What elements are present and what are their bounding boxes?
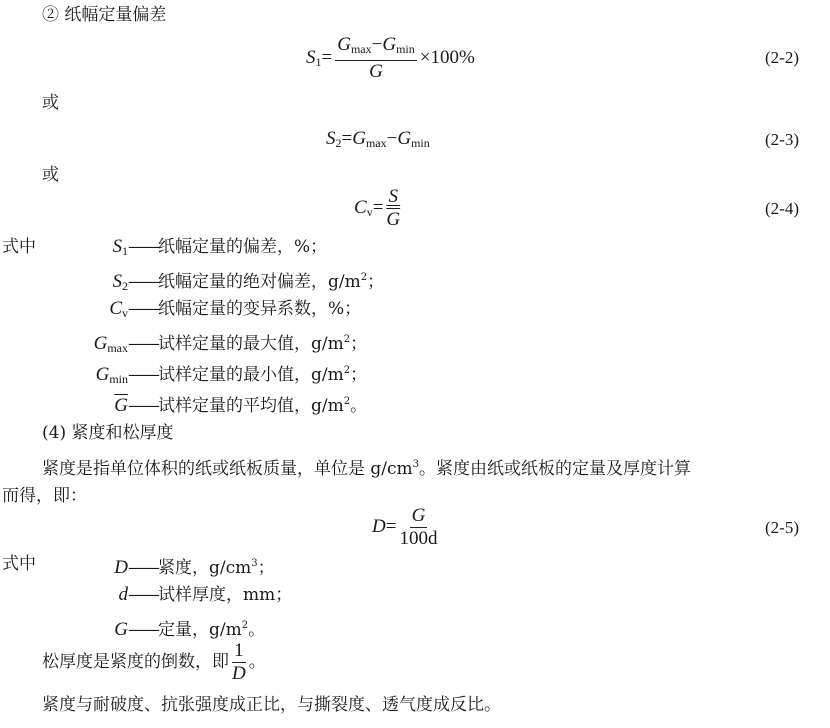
definition-item: $G_{max}——$试样定量的最大值，$g/m^2$； [42, 329, 367, 359]
paragraph: 紧度与耐破度、抗张强度成正比，与撕裂度、透气度成反比。 [42, 695, 501, 715]
definition-text: 试样厚度，mm； [158, 585, 293, 605]
em-dash: —— [128, 334, 158, 354]
definition-symbol: d [118, 584, 128, 605]
em-dash: —— [128, 620, 158, 640]
definition-symbol: $S_1$ [112, 236, 128, 258]
definition-text: 定量，g/m [158, 620, 242, 640]
paragraph: 紧度是指单位体积的纸或纸板质量，单位是 $g/cm^3$。紧度由纸或纸板的定量及厚度计算 [42, 459, 692, 479]
where-label: 式中 [2, 554, 36, 574]
definition-symbol: $G_{min}$ [95, 364, 128, 386]
em-dash: —— [128, 299, 158, 319]
equation-2-3: $S_2=G_{max}-G_{min}$ [326, 128, 430, 150]
equation-number: (2-3) [765, 130, 799, 149]
item-heading: ② 纸幅定量偏差 [42, 5, 167, 25]
definition-item: $G_{min}——$试样定量的最小值，$g/m^2$； [42, 360, 367, 390]
definition-text: 紧度，g/cm [158, 558, 252, 578]
definition-symbol: $\overline{G}$ [114, 395, 128, 416]
definition-item [42, 584, 292, 606]
definition-item: $\overline{G}——$试样定量的平均值，$g/m^2$。 [42, 391, 367, 417]
equation-number: (2-2) [765, 48, 799, 67]
em-dash: —— [128, 396, 158, 416]
definition-symbol: D [114, 557, 128, 578]
definition-text: 纸幅定量的变异系数，%； [158, 299, 362, 319]
em-dash: —— [128, 365, 158, 385]
definition-text: 纸幅定量的绝对偏差，g/m [158, 272, 361, 292]
definition-item: $S_2——$纸幅定量的绝对偏差，$g/m^2$； [42, 267, 384, 297]
em-dash: —— [128, 272, 158, 292]
definition-symbol: $C_v$ [109, 298, 128, 320]
definition-item: D——紧度，$g/cm^3$； [42, 553, 275, 579]
equation-2-4: $C_v=$ $\frac{S}{G}$ [354, 186, 401, 230]
section-heading: (4) 紧度和松厚度 [42, 423, 174, 443]
or-label: 或 [42, 93, 59, 113]
definition-item: G——定量，$g/m^2$。 [42, 615, 265, 641]
definition-symbol: $S_2$ [112, 271, 128, 293]
em-dash: —— [128, 237, 158, 257]
em-dash: —— [128, 585, 158, 605]
where-label: 式中 [2, 237, 36, 257]
definition-symbol: $G_{max}$ [93, 333, 128, 355]
definition-text: 试样定量的最大值，g/m [158, 334, 344, 354]
paragraph-continued: 而得，即： [2, 486, 87, 506]
equation-number: (2-5) [765, 518, 799, 537]
equation-2-5: D= $\frac{G}{100d}$ [372, 505, 438, 549]
paragraph: 松厚度是紧度的倒数，即 $\frac{1}{D}$ 。 [42, 640, 266, 684]
definition-item [42, 298, 361, 324]
equation-number: (2-4) [765, 199, 799, 218]
equation-2-2: $S_1=$ $\frac{G_{max}-G_{min}}{G}$ ×100% [306, 34, 475, 82]
definition-text: 纸幅定量的偏差，%； [158, 237, 328, 257]
definition-text: 试样定量的最小值，g/m [158, 365, 344, 385]
or-label: 或 [42, 165, 59, 185]
definition-text: 试样定量的平均值，g/m [158, 396, 344, 416]
definition-item [42, 236, 327, 262]
em-dash: —— [128, 558, 158, 578]
definition-symbol: G [114, 619, 128, 640]
